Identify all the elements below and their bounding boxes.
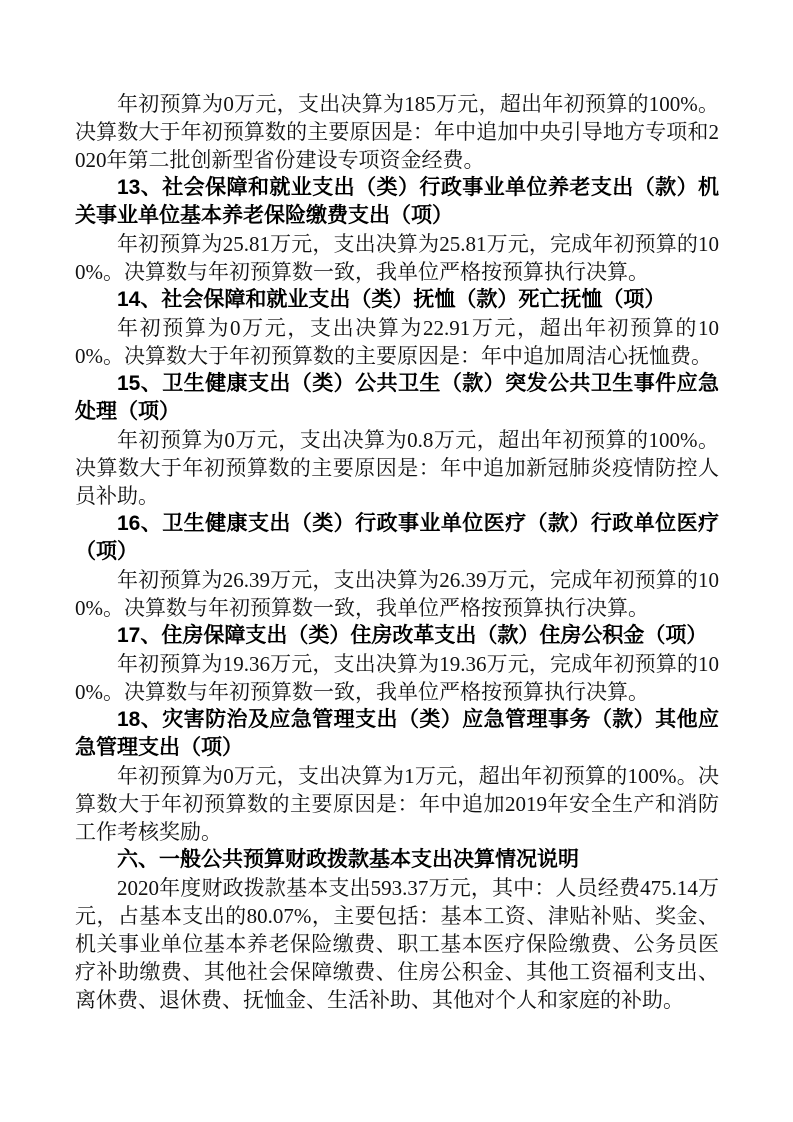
body-paragraph: 年初预算为26.39万元，支出决算为26.39万元，完成年初预算的100%。决算数与年初预算数一致，我单位严格按预算执行决算。 <box>75 568 719 620</box>
section-heading: 17、住房保障支出（类）住房改革支出（款）住房公积金（项） <box>117 624 708 647</box>
body-paragraph: 年初预算为0万元，支出决算为185万元，超出年初预算的100%。决算数大于年初预算数的主要原因是：年中追加中央引导地方专项和2020年第二批创新型省份建设专项资金经费。 <box>75 92 719 172</box>
section-heading: 16、卫生健康支出（类）行政事业单位医疗（款）行政单位医疗（项） <box>75 512 719 563</box>
body-paragraph: 年初预算为0万元，支出决算为0.8万元，超出年初预算的100%。决算数大于年初预算数的主要原因是：年中追加新冠肺炎疫情防控人员补助。 <box>75 428 719 508</box>
body-paragraph: 年初预算为25.81万元，支出决算为25.81万元，完成年初预算的100%。决算数与年初预算数一致，我单位严格按预算执行决算。 <box>75 232 719 284</box>
body-paragraph: 2020年度财政拨款基本支出593.37万元，其中：人员经费475.14万元，占基本支出的80.07%，主要包括：基本工资、津贴补贴、奖金、机关事业单位基本养老保险缴费、职工基本医疗保险缴费、公务员医疗补助缴费、其他社会保障缴费、住房公积金、其他工资福利支出、离休费、退休费、抚恤金、生活补助、其他对个人和家庭的补助。 <box>75 876 719 1012</box>
section-heading: 14、社会保障和就业支出（类）抚恤（款）死亡抚恤（项） <box>117 288 666 311</box>
body-paragraph: 年初预算为0万元，支出决算为1万元，超出年初预算的100%。决算数大于年初预算数的主要原因是：年中追加2019年安全生产和消防工作考核奖励。 <box>75 764 719 844</box>
section-heading: 13、社会保障和就业支出（类）行政事业单位养老支出（款）机关事业单位基本养老保险缴费支出（项） <box>75 176 719 227</box>
document-text-area <box>75 90 719 1014</box>
body-paragraph: 年初预算为0万元，支出决算为22.91万元，超出年初预算的100%。决算数大于年初预算数的主要原因是：年中追加周洁心抚恤费。 <box>75 316 719 368</box>
section-heading: 18、灾害防治及应急管理支出（类）应急管理事务（款）其他应急管理支出（项） <box>75 708 719 759</box>
section-heading: 15、卫生健康支出（类）公共卫生（款）突发公共卫生事件应急处理（项） <box>75 372 719 423</box>
body-paragraph: 年初预算为19.36万元，支出决算为19.36万元，完成年初预算的100%。决算数与年初预算数一致，我单位严格按预算执行决算。 <box>75 652 719 704</box>
section-heading: 六、一般公共预算财政拨款基本支出决算情况说明 <box>117 848 579 871</box>
